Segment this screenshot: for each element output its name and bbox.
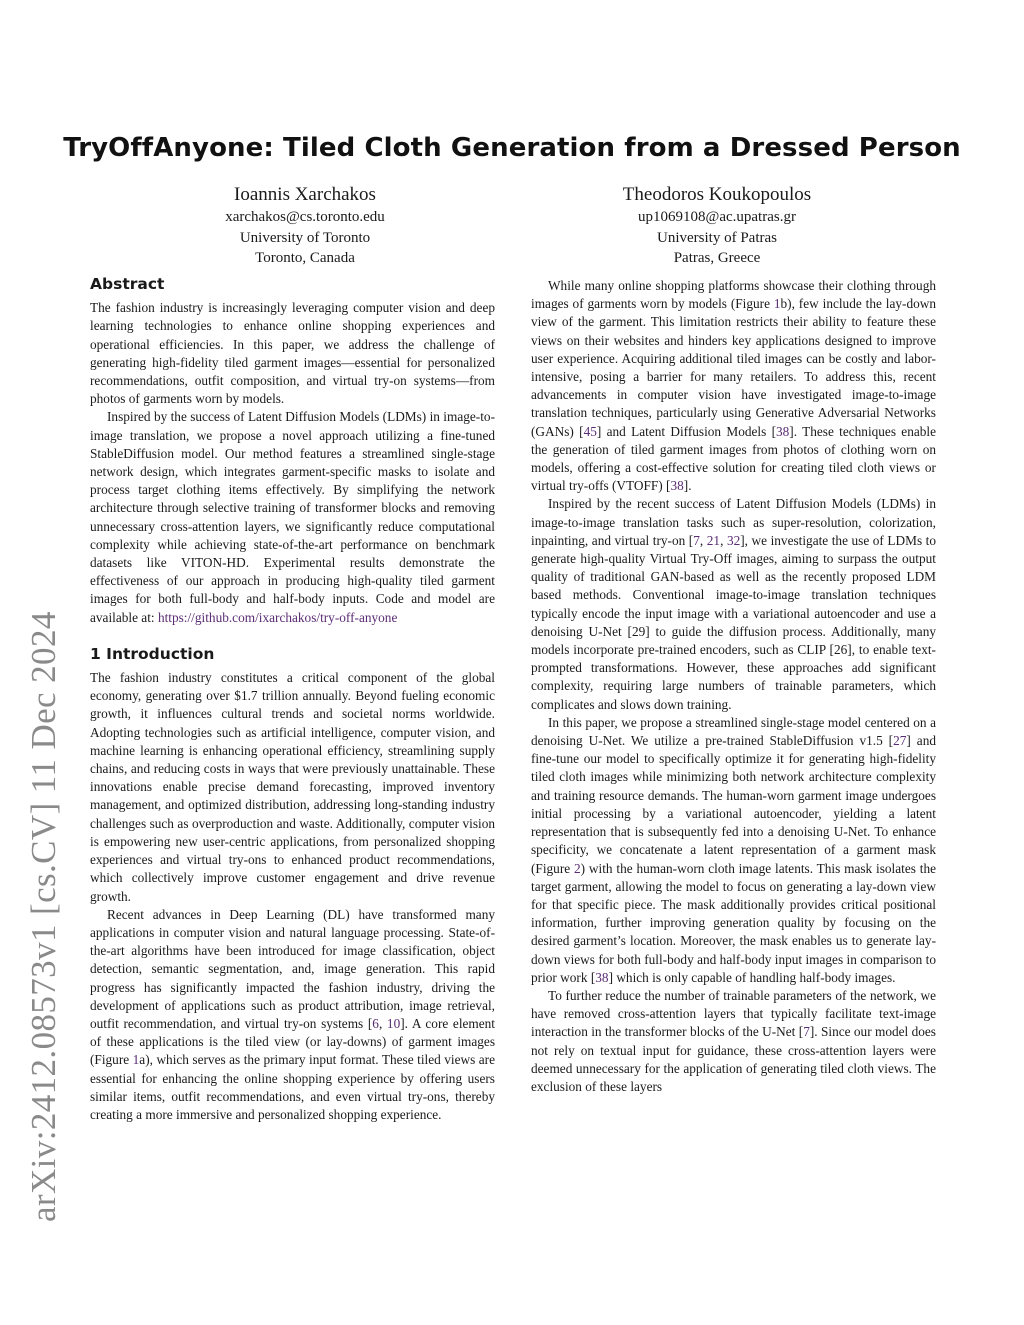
body-paragraph bbox=[531, 495, 936, 713]
figure-link[interactable]: 1 bbox=[773, 296, 781, 312]
citation-link[interactable]: 21 bbox=[706, 532, 721, 548]
text: ] which is only capable of handling half-body images. bbox=[608, 969, 896, 985]
author-name: Theodoros Koukopoulos bbox=[622, 184, 812, 205]
body-paragraph bbox=[531, 987, 936, 1096]
right-column bbox=[531, 277, 936, 1096]
citation-link[interactable]: 45 bbox=[583, 423, 597, 439]
text: ]. A core element of these applications is the tiled view (or lay-downs) of garment images (Figure bbox=[90, 1015, 495, 1068]
citation-link[interactable]: 38 bbox=[670, 478, 684, 494]
citation-link[interactable]: 7 bbox=[693, 532, 700, 548]
author-email: up1069108@ac.upatras.gr bbox=[638, 209, 796, 225]
text: ]. These techniques enable the generation of tiled garment images from photos of clothing worn on models, offering a cost-effective solution for creating tiled cloth views or virtual try-offs (VTOFF) [ bbox=[531, 423, 937, 494]
arxiv-identifier: arXiv:2412.08573v1 [cs.CV] 11 Dec 2024 bbox=[24, 611, 63, 1222]
text: ] and fine-tune our model to specifically optimize it for generating high-fidelity tiled cloth images while minimizing both network architecture complexity and training resource demands. The human-worn garment image undergoes initial processing by a variational autoencoder, yielding a latent representation that is subsequently fed into a denoising U-Net. To enhance specificity, we concatenate a latent representation of a garment mask (Figure bbox=[531, 733, 936, 876]
citation-link[interactable]: 7 bbox=[803, 1024, 810, 1040]
text: ]. Since our model does not rely on textual input for guidance, these cross-attention layers were deemed unnecessary for the application of generating tiled cloth views. The exclusion of these layers bbox=[531, 1024, 936, 1094]
author-location: Toronto, Canada bbox=[255, 250, 355, 266]
citation-link[interactable]: 38 bbox=[776, 423, 790, 439]
abstract-heading: Abstract bbox=[90, 275, 165, 293]
citation-link[interactable]: 10 bbox=[386, 1015, 401, 1031]
text: ) with the human-worn cloth image latents. This mask isolates the target garment, allowing the model to focus on generating a lay-down view for that specific piece. The mask additionally provides critical positional information, further improving generation quality by focusing on the desired garment’s location. Moreover, the mask enables us to generate lay-down views for both full-body and half-body input images in comparison to prior work [ bbox=[531, 860, 936, 985]
text: Inspired by the recent success of Latent Diffusion Models (LDMs) in image-to-image translation tasks such as super-resolution, colorization, inpainting, and virtual try-on [ bbox=[531, 496, 936, 548]
text: , bbox=[699, 532, 707, 548]
code-link[interactable]: https://github.com/ixarchakos/try-off-anyone bbox=[157, 609, 398, 625]
author-block bbox=[537, 183, 897, 269]
body-paragraph: The fashion industry constitutes a critical component of the global economy, generating over $1.7 trillion annually. Beyond fueling economic growth, it influences cultural trends and societal norms worldwide. Adopting technologies such as artificial intelligence, computer vision, and machine learning is enhancing operational efficiency, streamlining supply chains, and reducing costs in ways that were previously unattainable. These innovations enable precise demand forecasting, improved inventory management, and optimized distribution, addressing long-standing industry challenges such as overproduction and waste. Additionally, computer vision is empowering new user-centric applications, from personalized shopping experiences and virtual try-ons to enhanced product recommendations, which collectively improve customer engagement and drive revenue growth. bbox=[90, 670, 495, 904]
citation-link[interactable]: 27 bbox=[893, 733, 907, 749]
citation-link[interactable]: 32 bbox=[726, 532, 741, 548]
author-block bbox=[125, 183, 485, 269]
paper-title: TryOffAnyone: Tiled Cloth Generation from a Dressed Person bbox=[63, 133, 961, 163]
text: ] and Latent Diffusion Models [ bbox=[596, 423, 776, 439]
text: ], we investigate the use of LDMs to generate high-quality Virtual Try-Off images, aiming to surpass the output quality of traditional GAN-based as well as the recently proposed LDM based methods. Conventional image-to-image translation techniques typically encode the input image with a variational autoencoder and use a denoising U-Net [29] to guide the diffusion process. Additionally, many models incorporate pre-trained encoders, such as CLIP [26], to enable text-prompted transformations. However, these approaches add significant complexity, requiring large numbers of trainable parameters, which complicates and slows down training. bbox=[531, 532, 937, 712]
figure-link[interactable]: 1 bbox=[132, 1052, 140, 1068]
figure-link[interactable]: 2 bbox=[573, 860, 581, 876]
author-affiliation: University of Patras bbox=[657, 229, 777, 246]
text: a), which serves as the primary input format. These tiled views are essential for enhancing the online shopping experience by offering users similar items, outfit recommendations, and even virtual try-ons, thereby creating a more immersive and personalized shopping experience. bbox=[90, 1052, 495, 1122]
abstract-text: Inspired by the success of Latent Diffusion Models (LDMs) in image-to-image translation, we propose a novel approach utilizing a fine-tuned StableDiffusion model. Our method features a streamlined single-stage network design, which integrates garment-specific masks to isolate and process target clothing items effectively. By simplifying the network architecture through selective training of transformer blocks and removing unnecessary cross-attention layers, we significantly reduce computational complexity while achieving state-of-the-art performance on benchmark datasets like VITON-HD. Experimental results demonstrate the effectiveness of our approach in producing high-quality tiled garment images for both full-body and half-body inputs. Code and model are available at: bbox=[90, 409, 495, 625]
abstract-paragraph: The fashion industry is increasingly leveraging computer vision and deep learning technologies to enhance online shopping experiences and operational efficiencies. In this paper, we address the challenge of generating high-fidelity tiled garment images—essential for personalized recommendations, outfit composition, and virtual try-on systems—from photos of garments worn by models. bbox=[90, 300, 495, 407]
body-paragraph bbox=[90, 906, 495, 1124]
citation-link[interactable]: 38 bbox=[595, 969, 609, 985]
section-heading-introduction: 1 Introduction bbox=[90, 644, 215, 663]
text: , bbox=[720, 532, 727, 548]
text: In this paper, we propose a streamlined single-stage model centered on a denoising U-Net. We utilize a pre-trained StableDiffusion v1.5 [ bbox=[531, 714, 936, 749]
body-paragraph bbox=[531, 714, 936, 987]
text: b), few include the lay-down view of the garment. This limitation restricts their ability to feature these views on their websites and hinders key applications designed to improve user experience. Acquiring additional tiled images can be costly and labor-intensive, posing a barrier for many retailers. To address this, recent advancements in computer vision have investigated image-to-image translation techniques, particularly using Generative Adversarial Networks (GANs) [ bbox=[531, 296, 936, 439]
text: ]. bbox=[683, 478, 692, 494]
body-paragraph bbox=[531, 277, 936, 495]
citation-link[interactable]: 6 bbox=[372, 1015, 379, 1031]
author-email: xarchakos@cs.toronto.edu bbox=[225, 209, 385, 225]
text: , bbox=[378, 1015, 387, 1031]
text: While many online shopping platforms showcase their clothing through images of garments worn by models (Figure bbox=[531, 278, 936, 312]
text: Recent advances in Deep Learning (DL) have transformed many applications in computer vision and natural language processing. State-of-the-art algorithms have been introduced for image classification, object detection, semantic segmentation, and, image generation. This rapid progress has significantly impacted the fashion industry, driving the development of applications such as product attribution, image retrieval, outfit recommendation, and virtual try-on systems [ bbox=[90, 906, 495, 1031]
author-name: Ioannis Xarchakos bbox=[234, 184, 376, 205]
left-column bbox=[90, 275, 495, 1124]
author-location: Patras, Greece bbox=[673, 250, 761, 266]
text: To further reduce the number of trainable parameters of the network, we have removed cross-attention layers that typically facilitate text-image interaction in the transformer blocks of the U-Net [ bbox=[531, 987, 936, 1040]
author-affiliation: University of Toronto bbox=[239, 229, 371, 246]
abstract-paragraph bbox=[90, 408, 495, 626]
